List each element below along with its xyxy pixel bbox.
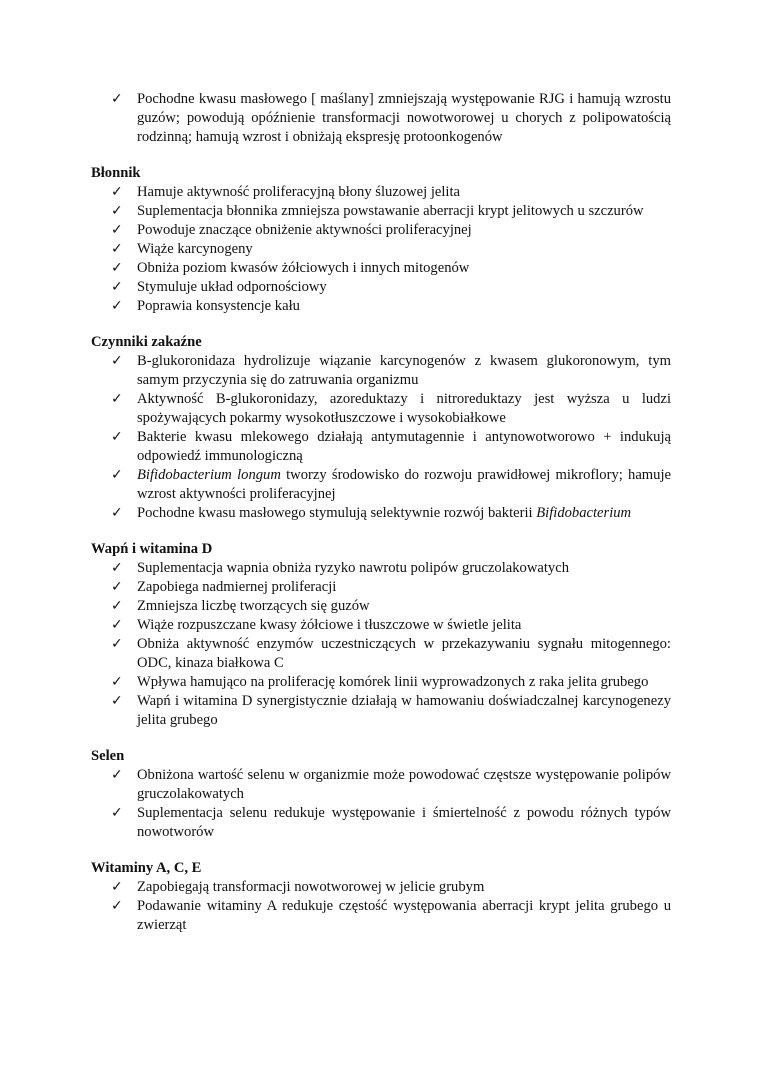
- list-item-text: Podawanie witaminy A redukuje częstość występowania aberracji krypt jelita grubego u zwierząt: [137, 898, 671, 933]
- section-list: [91, 766, 671, 842]
- check-mark-icon: ✓: [111, 279, 123, 295]
- section-heading: Czynniki zakaźne: [91, 334, 202, 350]
- check-mark-icon: ✓: [111, 879, 123, 895]
- list-item: [91, 390, 671, 428]
- list-item-text: Pochodne kwasu masłowego [ maślany] zmniejszają występowanie RJG i hamują wzrostu guzów; powodują opóźnienie transformacji nowotworowej u chorych z polipowatością rodzinną; hamują wzrost i obniżają ekspresję protoonkogenów: [137, 91, 671, 145]
- species-name: Bifidobacterium longum: [137, 467, 281, 483]
- check-mark-icon: ✓: [111, 391, 123, 407]
- list-item: [91, 578, 671, 597]
- list-item-text: Powoduje znaczące obniżenie aktywności proliferacyjnej: [137, 222, 472, 238]
- check-mark-icon: ✓: [111, 467, 123, 483]
- list-item: [91, 428, 671, 466]
- list-item-text: Pochodne kwasu masłowego stymulują selektywnie rozwój bakterii Bifidobacterium: [137, 505, 632, 521]
- list-item: [91, 202, 671, 221]
- list-item: [91, 278, 671, 297]
- section-blonnik: [91, 164, 671, 316]
- check-mark-icon: ✓: [111, 353, 123, 369]
- list-item: [91, 559, 671, 578]
- list-item: [91, 297, 671, 316]
- section-list: [91, 183, 671, 316]
- check-mark-icon: ✓: [111, 222, 123, 238]
- list-item: [91, 183, 671, 202]
- section-witaminy-ace: [91, 859, 671, 935]
- intro-list: [91, 90, 671, 147]
- check-mark-icon: ✓: [111, 260, 123, 276]
- document-content: [91, 90, 671, 952]
- list-item: [91, 597, 671, 616]
- list-item: [91, 352, 671, 390]
- list-item: [91, 240, 671, 259]
- check-mark-icon: ✓: [111, 203, 123, 219]
- check-mark-icon: ✓: [111, 91, 123, 107]
- list-item: [91, 897, 671, 935]
- list-item: [91, 692, 671, 730]
- list-item: [91, 504, 671, 523]
- list-item-text: Hamuje aktywność proliferacyjną błony śluzowej jelita: [137, 184, 460, 200]
- list-item: [91, 466, 671, 504]
- check-mark-icon: ✓: [111, 598, 123, 614]
- list-item: [91, 878, 671, 897]
- list-item: [91, 635, 671, 673]
- list-item-text: Poprawia konsystencje kału: [137, 298, 300, 314]
- list-item-text: Wpływa hamująco na proliferację komórek linii wyprowadzonych z raka jelita grubego: [137, 674, 649, 690]
- section-heading: Selen: [91, 748, 125, 764]
- list-item-text: Obniżona wartość selenu w organizmie może powodować częstsze występowanie polipów gruczolakowatych: [137, 767, 671, 802]
- section-czynniki-zakazne: [91, 333, 671, 523]
- list-item-text: B-glukoronidaza hydrolizuje wiązanie karcynogenów z kwasem glukoronowym, tym samym przyczynia się do zatruwania organizmu: [137, 353, 671, 388]
- check-mark-icon: ✓: [111, 805, 123, 821]
- section-heading: Witaminy A, C, E: [91, 860, 202, 876]
- list-item-text: Obniża poziom kwasów żółciowych i innych mitogenów: [137, 260, 470, 276]
- check-mark-icon: ✓: [111, 617, 123, 633]
- section-heading: Wapń i witamina D: [91, 541, 213, 557]
- list-item-text: Aktywność B-glukoronidazy, azoreduktazy i nitroreduktazy jest wyższa u ludzi spożywających pokarmy wysokotłuszczowe i wysokobiałkowe: [137, 391, 671, 426]
- list-item: [91, 673, 671, 692]
- section-list: [91, 559, 671, 730]
- list-item-text: Suplementacja selenu redukuje występowanie i śmiertelność z powodu różnych typów nowotworów: [137, 805, 671, 840]
- list-item: [91, 90, 671, 147]
- section-wapn-witamina-d: [91, 540, 671, 730]
- list-item-text: Wiąże karcynogeny: [137, 241, 253, 257]
- check-mark-icon: ✓: [111, 429, 123, 445]
- check-mark-icon: ✓: [111, 898, 123, 914]
- list-item-text: Wapń i witamina D synergistycznie działają w hamowaniu doświadczalnej karcynogenezy jelita grubego: [137, 693, 671, 728]
- check-mark-icon: ✓: [111, 636, 123, 652]
- list-item: [91, 766, 671, 804]
- list-item: [91, 616, 671, 635]
- check-mark-icon: ✓: [111, 674, 123, 690]
- list-item-text: Obniża aktywność enzymów uczestniczących w przekazywaniu sygnału mitogennego: ODC, kinaza białkowa C: [137, 636, 671, 671]
- check-mark-icon: ✓: [111, 767, 123, 783]
- section-heading: Błonnik: [91, 165, 141, 181]
- list-item-text: Suplementacja wapnia obniża ryzyko nawrotu polipów gruczolakowatych: [137, 560, 569, 576]
- list-item: [91, 221, 671, 240]
- list-item: [91, 804, 671, 842]
- list-item-text: Bifidobacterium longum tworzy środowisko do rozwoju prawidłowej mikroflory; hamuje wzrost aktywności proliferacyjnej: [137, 467, 671, 502]
- section-list: [91, 352, 671, 523]
- list-item-text: Bakterie kwasu mlekowego działają antymutagennie i antynowotworowo + indukują odpowiedź immunologiczną: [137, 429, 671, 464]
- list-item-text: Wiąże rozpuszczane kwasy żółciowe i tłuszczowe w świetle jelita: [137, 617, 522, 633]
- check-mark-icon: ✓: [111, 693, 123, 709]
- check-mark-icon: ✓: [111, 184, 123, 200]
- check-mark-icon: ✓: [111, 579, 123, 595]
- list-item-text: Stymuluje układ odpornościowy: [137, 279, 327, 295]
- check-mark-icon: ✓: [111, 505, 123, 521]
- check-mark-icon: ✓: [111, 560, 123, 576]
- list-item: [91, 259, 671, 278]
- list-item-text: Suplementacja błonnika zmniejsza powstawanie aberracji krypt jelitowych u szczurów: [137, 203, 644, 219]
- check-mark-icon: ✓: [111, 298, 123, 314]
- list-item-text: Zapobiegają transformacji nowotworowej w jelicie grubym: [137, 879, 485, 895]
- section-list: [91, 878, 671, 935]
- list-item-text: Zmniejsza liczbę tworzących się guzów: [137, 598, 370, 614]
- check-mark-icon: ✓: [111, 241, 123, 257]
- list-item-text: Zapobiega nadmiernej proliferacji: [137, 579, 337, 595]
- section-selen: [91, 747, 671, 842]
- species-name: Bifidobacterium: [536, 505, 632, 521]
